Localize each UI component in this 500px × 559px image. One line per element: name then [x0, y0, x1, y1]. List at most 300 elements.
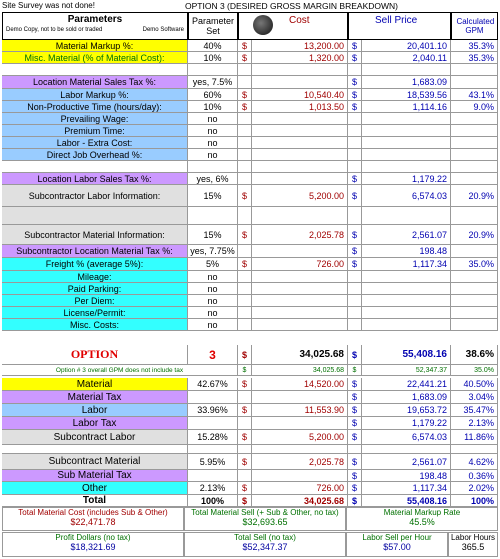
total-material-sell-value: $32,693.65: [242, 517, 288, 527]
param-param-value: 60%: [188, 89, 238, 101]
param-label: [2, 64, 188, 76]
sell-currency-sign: $: [348, 391, 362, 404]
param-sell: [362, 307, 451, 319]
param-label: Subcontractor Material Information:: [2, 225, 188, 245]
option-cost: 34,025.68: [252, 345, 348, 365]
breakdown-param-value: 42.67%: [188, 378, 238, 391]
param-cost: [252, 173, 348, 185]
param-label: Labor Markup %:: [2, 89, 188, 101]
param-row: [2, 258, 498, 271]
breakdown-sell: [362, 445, 451, 454]
sell-currency-sign: $: [348, 52, 362, 64]
sell-currency-sign: $: [348, 245, 362, 258]
profit-label: Profit Dollars (no tax): [55, 533, 131, 542]
param-param-value: yes, 7.5%: [188, 76, 238, 89]
param-row: [2, 161, 498, 173]
param-row: [2, 125, 498, 137]
param-row: [2, 113, 498, 125]
param-gpm: [451, 271, 498, 283]
param-param-value: no: [188, 113, 238, 125]
site-survey-warning: Site Survey was not done!: [2, 1, 95, 10]
sell-currency-sign: $: [348, 185, 362, 207]
sell-currency-sign: $: [348, 89, 362, 101]
sell-currency-sign: [348, 113, 362, 125]
breakdown-param-value: [188, 417, 238, 430]
param-cost: [252, 76, 348, 89]
breakdown-label: Labor: [2, 404, 188, 417]
param-cost: [252, 245, 348, 258]
breakdown-row: [2, 495, 498, 507]
param-sell: [362, 161, 451, 173]
param-row: [2, 319, 498, 331]
param-sell: [362, 271, 451, 283]
param-set-heading: Parameter Set: [192, 16, 235, 36]
labor-hours-box: [448, 532, 498, 557]
sell-currency-sign: $: [348, 482, 362, 495]
option-note-gpm: 35.0%: [451, 365, 498, 376]
param-label: Material Markup %:: [2, 40, 188, 52]
param-sell: 198.48: [362, 245, 451, 258]
param-row: [2, 271, 498, 283]
cost-currency-sign: [238, 445, 252, 454]
material-markup-rate-box: [346, 507, 498, 531]
breakdown-label: [2, 445, 188, 454]
param-label: [2, 207, 188, 225]
labor-hours-label: Labor Hours: [450, 533, 496, 542]
cost-currency-sign: $: [238, 185, 252, 207]
param-sell: 1,683.09: [362, 76, 451, 89]
param-param-value: 10%: [188, 101, 238, 113]
sheet-title: OPTION 3 (DESIRED GROSS MARGIN BREAKDOWN): [185, 1, 398, 11]
total-material-cost-label: Total Material Cost (includes Sub & Other): [18, 508, 168, 517]
param-sell: 6,574.03: [362, 185, 451, 207]
param-param-value: [188, 207, 238, 225]
sell-currency-sign: $: [348, 495, 362, 507]
sell-currency-sign: [348, 445, 362, 454]
param-gpm: 35.0%: [451, 258, 498, 271]
param-cost: [252, 113, 348, 125]
cost-currency-sign: [238, 161, 252, 173]
cost-currency-sign: [238, 271, 252, 283]
breakdown-row: [2, 454, 498, 470]
param-sell: 1,114.16: [362, 101, 451, 113]
option-sell: 55,408.16: [362, 345, 451, 365]
sell-currency-sign: $: [348, 378, 362, 391]
cost-currency-sign: $: [238, 430, 252, 445]
param-row: [2, 173, 498, 185]
param-cost: [252, 64, 348, 76]
param-sell: [362, 207, 451, 225]
param-label: Per Diem:: [2, 295, 188, 307]
cost-currency-sign: [238, 64, 252, 76]
cost-currency-sign: [238, 295, 252, 307]
sell-currency-sign: $: [348, 430, 362, 445]
option-label: OPTION: [2, 345, 188, 365]
cost-currency-sign: [238, 173, 252, 185]
breakdown-gpm: 2.02%: [451, 482, 498, 495]
param-gpm: 9.0%: [451, 101, 498, 113]
param-sell: 1,179.22: [362, 173, 451, 185]
param-sell: 2,040.11: [362, 52, 451, 64]
labor-sell-hour-box: [346, 532, 448, 557]
param-label: Location Labor Sales Tax %:: [2, 173, 188, 185]
calc-gpm-heading: Calculated GPM: [456, 17, 495, 35]
breakdown-cost: [252, 417, 348, 430]
cost-currency-sign: $: [238, 378, 252, 391]
param-sell: [362, 295, 451, 307]
breakdown-sell: 6,574.03: [362, 430, 451, 445]
sell-currency-sign: $: [348, 76, 362, 89]
param-param-value: no: [188, 271, 238, 283]
header-cost: [238, 12, 348, 40]
sell-currency-sign: $: [348, 225, 362, 245]
option-note-sell: 52,347.37: [362, 365, 451, 376]
param-gpm: [451, 307, 498, 319]
cost-currency-sign: $: [238, 482, 252, 495]
total-material-sell-label: Total Material Sell (+ Sub & Other, no tax): [191, 508, 339, 517]
param-label: Subcontractor Location Material Tax %:: [2, 245, 188, 258]
breakdown-param-value: 5.95%: [188, 454, 238, 470]
cost-currency-sign: [238, 470, 252, 482]
param-cost: [252, 207, 348, 225]
param-gpm: [451, 319, 498, 331]
total-sell-label: Total Sell (no tax): [234, 533, 296, 542]
cost-currency-sign: [238, 207, 252, 225]
profit-value: $18,321.69: [70, 542, 116, 552]
param-sell: 20,401.10: [362, 40, 451, 52]
cost-currency-sign: $: [238, 404, 252, 417]
breakdown-cost: 11,553.90: [252, 404, 348, 417]
header-param-set: [188, 12, 238, 40]
breakdown-gpm: 0.36%: [451, 470, 498, 482]
param-param-value: no: [188, 125, 238, 137]
param-label: Location Material Sales Tax %:: [2, 76, 188, 89]
param-label: Labor - Extra Cost:: [2, 137, 188, 149]
param-sell: [362, 125, 451, 137]
cost-currency-sign: [238, 319, 252, 331]
param-sell: [362, 113, 451, 125]
breakdown-cost: 2,025.78: [252, 454, 348, 470]
cost-currency-sign: [238, 149, 252, 161]
param-cost: [252, 125, 348, 137]
sell-currency-sign: $: [348, 470, 362, 482]
option-no-tax-row: [2, 365, 498, 376]
param-param-value: no: [188, 283, 238, 295]
param-cost: 726.00: [252, 258, 348, 271]
param-sell: [362, 319, 451, 331]
param-gpm: [451, 283, 498, 295]
breakdown-row: [2, 482, 498, 495]
material-markup-rate-value: 45.5%: [409, 517, 435, 527]
param-row: [2, 149, 498, 161]
param-param-value: no: [188, 295, 238, 307]
breakdown-param-value: 33.96%: [188, 404, 238, 417]
cost-currency-sign: [238, 76, 252, 89]
param-cost: 1,013.50: [252, 101, 348, 113]
breakdown-gpm: 100%: [451, 495, 498, 507]
option-note-cost: 34,025.68: [252, 365, 348, 376]
param-sell: [362, 283, 451, 295]
param-row: [2, 137, 498, 149]
sell-currency-sign: $: [348, 258, 362, 271]
breakdown-gpm: 3.04%: [451, 391, 498, 404]
sell-currency-sign: [348, 319, 362, 331]
sell-currency-sign: [348, 271, 362, 283]
breakdown-param-value: [188, 445, 238, 454]
breakdown-sell: 22,441.21: [362, 378, 451, 391]
param-row: [2, 76, 498, 89]
param-gpm: 43.1%: [451, 89, 498, 101]
sell-currency-sign: $: [348, 454, 362, 470]
cost-currency-sign: [238, 283, 252, 295]
param-cost: [252, 271, 348, 283]
param-label: Prevailing Wage:: [2, 113, 188, 125]
breakdown-row: [2, 470, 498, 482]
cost-heading: Cost: [289, 15, 310, 26]
breakdown-sell: 1,117.34: [362, 482, 451, 495]
breakdown-label: Total: [2, 495, 188, 507]
breakdown-gpm: 4.62%: [451, 454, 498, 470]
param-cost: [252, 283, 348, 295]
param-row: [2, 52, 498, 64]
param-param-value: 15%: [188, 185, 238, 207]
param-row: [2, 295, 498, 307]
globe-icon: [253, 15, 273, 35]
total-sell-value: $52,347.37: [242, 542, 288, 552]
breakdown-row: [2, 417, 498, 430]
breakdown-label: Labor Tax: [2, 417, 188, 430]
param-gpm: 35.3%: [451, 52, 498, 64]
cost-currency-sign: [238, 245, 252, 258]
breakdown-gpm: 40.50%: [451, 378, 498, 391]
sell-currency-sign: [348, 125, 362, 137]
param-sell: [362, 64, 451, 76]
param-param-value: no: [188, 307, 238, 319]
breakdown-label: Material: [2, 378, 188, 391]
cost-currency-sign: [238, 137, 252, 149]
total-sell-box: [184, 532, 346, 557]
cost-currency-sign: [238, 391, 252, 404]
param-param-value: [188, 64, 238, 76]
param-label: Mileage:: [2, 271, 188, 283]
option-gpm: 38.6%: [451, 345, 498, 365]
breakdown-cost: [252, 445, 348, 454]
param-gpm: [451, 64, 498, 76]
breakdown-cost: 5,200.00: [252, 430, 348, 445]
param-label: Misc. Material (% of Material Cost):: [2, 52, 188, 64]
sell-currency-sign: [348, 64, 362, 76]
header-parameters: [2, 12, 188, 40]
param-cost: 1,320.00: [252, 52, 348, 64]
breakdown-row: [2, 404, 498, 417]
cost-currency-sign: $: [238, 52, 252, 64]
breakdown-label: Material Tax: [2, 391, 188, 404]
param-param-value: 10%: [188, 52, 238, 64]
param-cost: [252, 149, 348, 161]
sell-price-heading: Sell Price: [375, 15, 418, 26]
sell-currency-sign: $: [348, 173, 362, 185]
param-row: [2, 307, 498, 319]
breakdown-cost: [252, 391, 348, 404]
breakdown-row: [2, 378, 498, 391]
param-label: Paid Parking:: [2, 283, 188, 295]
demo-copy-note: Demo Copy, not to be sold or traded: [6, 27, 103, 33]
breakdown-param-value: 15.28%: [188, 430, 238, 445]
breakdown-sell: 1,179.22: [362, 417, 451, 430]
param-gpm: [451, 245, 498, 258]
param-label: Direct Job Overhead %:: [2, 149, 188, 161]
param-sell: [362, 137, 451, 149]
param-cost: 5,200.00: [252, 185, 348, 207]
labor-sell-hour-label: Labor Sell per Hour: [362, 533, 432, 542]
breakdown-sell: 198.48: [362, 470, 451, 482]
sell-currency-sign: $: [348, 345, 362, 365]
param-cost: 13,200.00: [252, 40, 348, 52]
demo-software-note: Demo Software: [142, 27, 184, 33]
param-row: [2, 89, 498, 101]
cost-currency-sign: $: [238, 258, 252, 271]
cost-currency-sign: [238, 417, 252, 430]
header-calc-gpm: [451, 12, 498, 40]
sell-currency-sign: [348, 161, 362, 173]
param-row: [2, 207, 498, 225]
breakdown-sell: 55,408.16: [362, 495, 451, 507]
param-cost: [252, 319, 348, 331]
cost-currency-sign: [238, 113, 252, 125]
breakdown-sell: 1,683.09: [362, 391, 451, 404]
breakdown-param-value: [188, 391, 238, 404]
cost-currency-sign: [238, 307, 252, 319]
breakdown-param-value: 2.13%: [188, 482, 238, 495]
sell-currency-sign: [348, 137, 362, 149]
breakdown-gpm: 2.13%: [451, 417, 498, 430]
sell-currency-sign: [348, 149, 362, 161]
option-note-text: Option # 3 overall GPM does not include tax: [2, 365, 238, 376]
sell-currency-sign: [348, 295, 362, 307]
header-sell-price: [348, 12, 451, 40]
param-gpm: [451, 149, 498, 161]
param-cost: [252, 307, 348, 319]
param-row: [2, 40, 498, 52]
breakdown-label: Other: [2, 482, 188, 495]
param-label: Non-Productive Time (hours/day):: [2, 101, 188, 113]
labor-sell-hour-value: $57.00: [383, 542, 411, 552]
breakdown-row: [2, 391, 498, 404]
sell-currency-sign: [348, 283, 362, 295]
param-gpm: [451, 137, 498, 149]
breakdown-gpm: [451, 445, 498, 454]
param-param-value: no: [188, 137, 238, 149]
breakdown-label: Subcontract Material: [2, 454, 188, 470]
param-label: Misc. Costs:: [2, 319, 188, 331]
breakdown-param-value: 100%: [188, 495, 238, 507]
cost-currency-sign: $: [238, 225, 252, 245]
sell-currency-sign: $: [348, 365, 362, 376]
param-sell: [362, 149, 451, 161]
param-label: Freight % (average 5%):: [2, 258, 188, 271]
breakdown-row: [2, 430, 498, 445]
sell-currency-sign: $: [348, 404, 362, 417]
param-sell: 2,561.07: [362, 225, 451, 245]
total-material-sell-box: [184, 507, 346, 531]
param-row: [2, 64, 498, 76]
param-cost: 2,025.78: [252, 225, 348, 245]
breakdown-gpm: 35.47%: [451, 404, 498, 417]
param-gpm: 20.9%: [451, 185, 498, 207]
title-bar: [0, 0, 500, 12]
param-cost: [252, 295, 348, 307]
cost-currency-sign: $: [238, 495, 252, 507]
param-gpm: [451, 125, 498, 137]
param-cost: [252, 161, 348, 173]
cost-currency-sign: $: [238, 345, 252, 365]
param-label: [2, 161, 188, 173]
cost-currency-sign: $: [238, 454, 252, 470]
breakdown-gpm: 11.86%: [451, 430, 498, 445]
param-gpm: 20.9%: [451, 225, 498, 245]
param-gpm: 35.3%: [451, 40, 498, 52]
breakdown-cost: 34,025.68: [252, 495, 348, 507]
option-number: 3: [188, 345, 238, 365]
breakdown-sell: 19,653.72: [362, 404, 451, 417]
param-cost: 10,540.40: [252, 89, 348, 101]
breakdown-label: Sub Material Tax: [2, 470, 188, 482]
param-gpm: [451, 295, 498, 307]
breakdown-cost: 14,520.00: [252, 378, 348, 391]
sell-currency-sign: $: [348, 417, 362, 430]
param-gpm: [451, 173, 498, 185]
cost-currency-sign: [238, 125, 252, 137]
param-param-value: no: [188, 319, 238, 331]
param-row: [2, 283, 498, 295]
cost-currency-sign: $: [238, 89, 252, 101]
sell-currency-sign: $: [348, 101, 362, 113]
cost-currency-sign: $: [238, 101, 252, 113]
param-row: [2, 101, 498, 113]
param-param-value: 5%: [188, 258, 238, 271]
profit-box: [2, 532, 184, 557]
total-material-cost-box: [2, 507, 184, 531]
param-param-value: yes, 7.75%: [188, 245, 238, 258]
sell-currency-sign: [348, 307, 362, 319]
param-gpm: [451, 113, 498, 125]
material-markup-rate-label: Material Markup Rate: [383, 508, 461, 517]
param-label: License/Permit:: [2, 307, 188, 319]
breakdown-label: Subcontract Labor: [2, 430, 188, 445]
labor-hours-value: 365.5: [461, 542, 485, 552]
param-row: [2, 225, 498, 245]
param-param-value: yes, 6%: [188, 173, 238, 185]
param-param-value: 40%: [188, 40, 238, 52]
option-total-row: [2, 345, 498, 365]
param-param-value: no: [188, 149, 238, 161]
sell-currency-sign: $: [348, 40, 362, 52]
param-row: [2, 185, 498, 207]
breakdown-cost: [252, 470, 348, 482]
param-gpm: [451, 161, 498, 173]
cost-currency-sign: $: [238, 40, 252, 52]
param-label: Premium Time:: [2, 125, 188, 137]
param-sell: 18,539.56: [362, 89, 451, 101]
param-gpm: [451, 76, 498, 89]
param-cost: [252, 137, 348, 149]
param-row: [2, 245, 498, 258]
param-sell: 1,117.34: [362, 258, 451, 271]
param-gpm: [451, 207, 498, 225]
breakdown-sell: 2,561.07: [362, 454, 451, 470]
total-material-cost-value: $22,471.78: [70, 517, 116, 527]
breakdown-cost: 726.00: [252, 482, 348, 495]
